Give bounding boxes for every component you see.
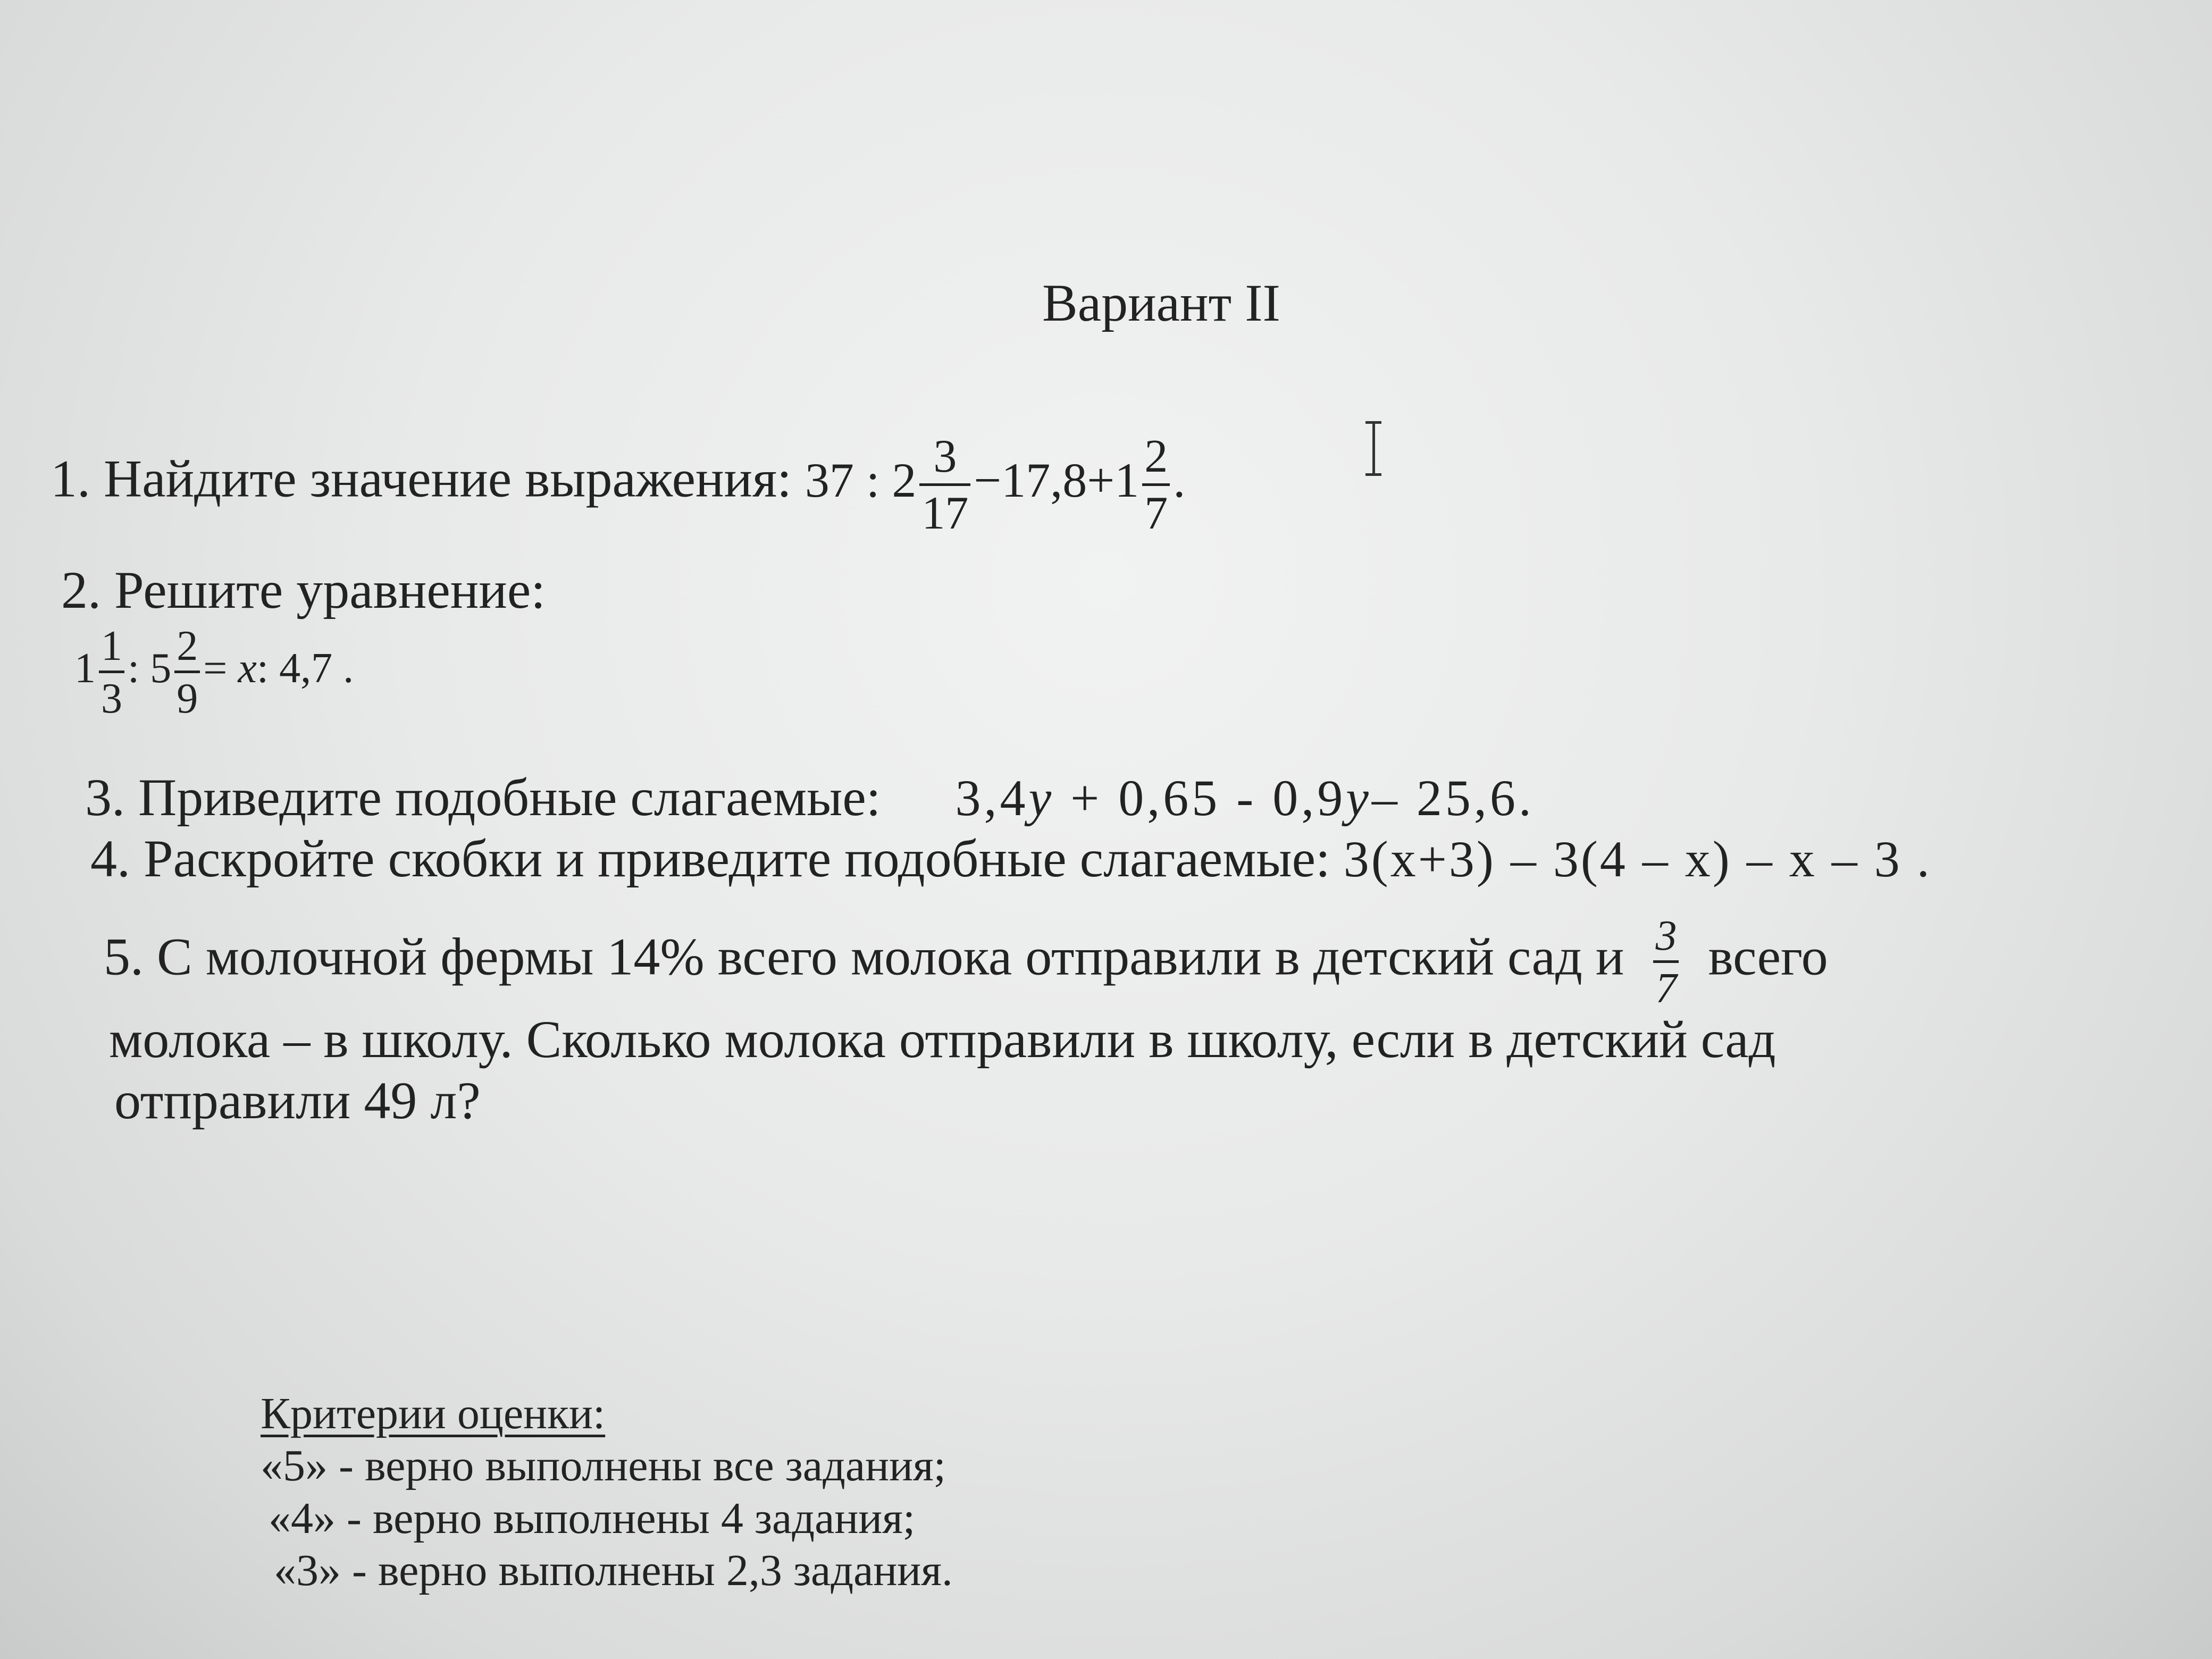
fraction-denominator: 3 — [101, 675, 122, 722]
task-5-line-2: молока – в школу. Сколько молока отправили в школу, если в детский сад — [109, 1010, 1776, 1069]
task-3 — [85, 768, 1535, 827]
task-5-fraction — [1653, 912, 1679, 1012]
task-5-line-1 — [104, 912, 1828, 1012]
expr-part-3: – 25,6. — [1371, 769, 1535, 826]
task-5-text-part-2: всего — [1708, 927, 1828, 986]
task-1 — [51, 433, 1185, 537]
task-2-label: 2. Решите уравнение: — [61, 560, 546, 619]
expr-variable-2: y — [1346, 769, 1372, 826]
task-1-label: 1. Найдите значение выражения: — [51, 449, 792, 508]
expr-variable-1: y — [1028, 769, 1055, 826]
text-cursor-icon — [1365, 420, 1381, 479]
task-2 — [61, 560, 546, 619]
task-5-line-3: отправили 49 л? — [114, 1071, 481, 1130]
fraction-numerator: 3 — [1653, 915, 1679, 963]
task-1-fraction-b — [1142, 433, 1170, 537]
task-3-expression — [955, 769, 1534, 826]
equation-whole-a: 1 — [74, 644, 96, 692]
criteria-item: «5» - верно выполнены все задания; — [261, 1441, 946, 1491]
equation-variable: x — [238, 644, 257, 692]
equation-equals: = — [203, 644, 238, 692]
fraction-numerator: 2 — [174, 625, 200, 673]
task-2-fraction-b — [174, 625, 200, 720]
equation-rest: : 4,7 . — [256, 644, 354, 692]
fraction-numerator: 2 — [1142, 433, 1170, 486]
equation-mid: : 5 — [128, 644, 172, 692]
fraction-denominator: 7 — [1144, 488, 1168, 539]
task-1-fraction-a — [919, 433, 970, 537]
task-3-label: 3. Приведите подобные слагаемые: — [85, 768, 881, 827]
task-1-expression — [805, 431, 1186, 539]
task-2-equation — [74, 625, 354, 720]
task-4-expression: 3(x+3) – 3(4 – x) – x – 3 . — [1343, 831, 1932, 887]
task-4-label: 4. Раскройте скобки и приведите подобные слагаемые: — [90, 829, 1330, 888]
task-5-text-part-1: 5. С молочной фермы 14% всего молока отправили в детский сад и — [104, 927, 1624, 986]
expr-part-2: + 0,65 - 0,9 — [1054, 769, 1346, 826]
fraction-numerator: 1 — [99, 625, 124, 673]
criteria-item: «3» - верно выполнены 2,3 задания. — [274, 1545, 953, 1595]
fraction-numerator: 3 — [919, 433, 970, 486]
criteria-heading: Критерии оценки: — [261, 1389, 606, 1438]
task-1-expr-part-a: 37 : 2 — [805, 453, 917, 507]
task-2-fraction-a — [99, 625, 124, 720]
task-4 — [90, 829, 1932, 888]
fraction-denominator: 9 — [177, 675, 198, 722]
criteria-item: «4» - верно выполнены 4 задания; — [269, 1493, 916, 1543]
fraction-denominator: 17 — [921, 488, 969, 539]
task-1-end: . — [1173, 453, 1186, 507]
task-1-expr-part-b: −17,8+1 — [974, 453, 1139, 507]
fraction-denominator: 7 — [1655, 965, 1677, 1012]
expr-part-1: 3,4 — [955, 769, 1029, 826]
page-title: Вариант II — [1042, 273, 1280, 332]
grading-criteria — [261, 1388, 953, 1597]
